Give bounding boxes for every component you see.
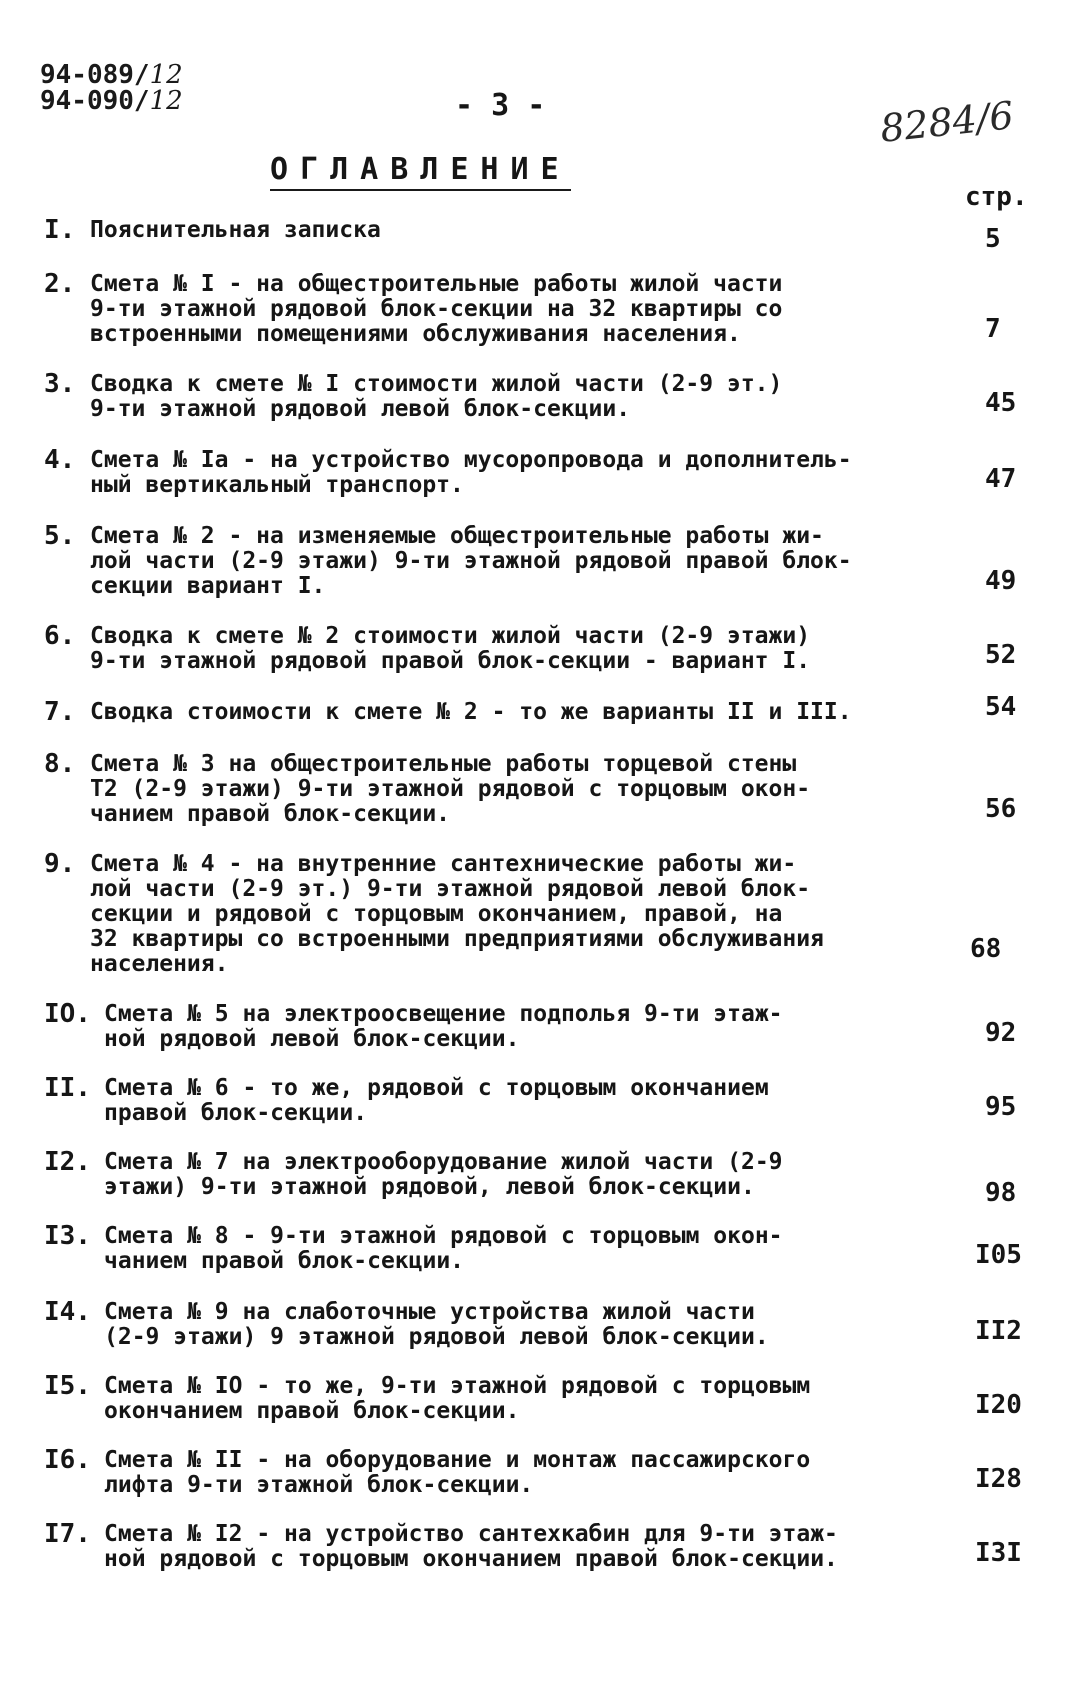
page-title: ОГЛАВЛЕНИЕ [270, 152, 571, 191]
entry-page: 98 [985, 1178, 1017, 1208]
entry-number: 3. [44, 369, 76, 399]
entry-page: 54 [985, 692, 1017, 722]
entry-text: Смета № 3 на общестроительные работы торцевой стены Т2 (2-9 этажи) 9-ти этажной рядовой с торцовым окон- чанием правой блок-секции. [90, 751, 811, 827]
code-suffix: 12 [149, 60, 183, 90]
entry-number: I6. [44, 1445, 91, 1475]
entry-page: I20 [975, 1390, 1022, 1420]
entry-text: Смета № 8 - 9-ти этажной рядовой с торцовым окон- чанием правой блок-секции. [104, 1223, 783, 1274]
handwritten-archive-number: 8284/6 [878, 93, 1016, 151]
entry-page: I05 [975, 1240, 1022, 1270]
entry-page: I3I [975, 1538, 1022, 1568]
entry-number: 8. [44, 749, 76, 779]
page-number: - 3 - [455, 88, 546, 123]
entry-number: I4. [44, 1297, 91, 1327]
entry-text: Смета № 6 - то же, рядовой с торцовым окончанием правой блок-секции. [104, 1075, 769, 1126]
entry-number: 7. [44, 697, 76, 727]
entry-text: Сводка к смете № I стоимости жилой части (2-9 эт.) 9-ти этажной рядовой левой блок-секции. [90, 371, 783, 422]
entry-page: 68 [970, 934, 1002, 964]
entry-text: Смета № Iа - на устройство мусоропровода и дополнитель- ный вертикальный транспорт. [90, 447, 852, 498]
entry-page: 56 [985, 794, 1017, 824]
entry-number: 5. [44, 521, 76, 551]
entry-page: 45 [985, 388, 1017, 418]
entry-number: 4. [44, 445, 76, 475]
entry-page: 95 [985, 1092, 1017, 1122]
entry-text: Смета № I - на общестроительные работы жилой части 9-ти этажной рядовой блок-секции на 32 квартиры со встроенными помещениями обслуживания населения. [90, 271, 783, 347]
entry-number: I3. [44, 1221, 91, 1251]
document-code-1: 94-089/12 [40, 60, 183, 90]
document-codes [40, 62, 183, 114]
entry-number: 2. [44, 269, 76, 299]
entry-text: Смета № 2 - на изменяемые общестроительные работы жи- лой части (2-9 этажи) 9-ти этажной рядовой правой блок- секции вариант I. [90, 523, 852, 599]
entry-page: 52 [985, 640, 1017, 670]
entry-number: 9. [44, 849, 76, 879]
entry-page: 92 [985, 1018, 1017, 1048]
entry-text: Сводка к смете № 2 стоимости жилой части (2-9 этажи) 9-ти этажной рядовой правой блок-секции - вариант I. [90, 623, 811, 674]
entry-page: II2 [975, 1316, 1022, 1346]
entry-text: Смета № I2 - на устройство сантехкабин для 9-ти этаж- ной рядовой с торцовым окончанием правой блок-секции. [104, 1521, 838, 1572]
code-suffix: 12 [149, 86, 183, 116]
entry-text: Смета № 4 - на внутренние сантехнические работы жи- лой части (2-9 эт.) 9-ти этажной рядовой левой блок- секции и рядовой с торцовым окончанием, правой, на 32 квартиры со встроенными предприятиями обслуживания населения. [90, 851, 824, 977]
entry-number: II. [44, 1073, 91, 1103]
entry-page: 5 [985, 224, 1001, 254]
entry-page: 47 [985, 464, 1017, 494]
entry-page: 49 [985, 566, 1017, 596]
document-code-2: 94-090/12 [40, 86, 183, 116]
entry-text: Сводка стоимости к смете № 2 - то же варианты II и III. [90, 699, 852, 725]
entry-number: 6. [44, 621, 76, 651]
page-column-label: стр. [965, 182, 1028, 212]
entry-number: IO. [44, 999, 91, 1029]
entry-text: Смета № 7 на электрооборудование жилой части (2-9 этажи) 9-ти этажной рядовой, левой блок-секции. [104, 1149, 783, 1200]
entry-number: I5. [44, 1371, 91, 1401]
entry-text: Смета № II - на оборудование и монтаж пассажирского лифта 9-ти этажной блок-секции. [104, 1447, 811, 1498]
entry-page: I28 [975, 1464, 1022, 1494]
entry-number: I2. [44, 1147, 91, 1177]
entry-text: Смета № IO - то же, 9-ти этажной рядовой с торцовым окончанием правой блок-секции. [104, 1373, 811, 1424]
entry-page: 7 [985, 314, 1001, 344]
entry-text: Пояснительная записка [90, 217, 381, 243]
entry-number: I7. [44, 1519, 91, 1549]
entry-text: Смета № 9 на слаботочные устройства жилой части (2-9 этажи) 9 этажной рядовой левой блок-секции. [104, 1299, 769, 1350]
entry-text: Смета № 5 на электроосвещение подполья 9-ти этаж- ной рядовой левой блок-секции. [104, 1001, 783, 1052]
entry-number: I. [44, 215, 76, 245]
